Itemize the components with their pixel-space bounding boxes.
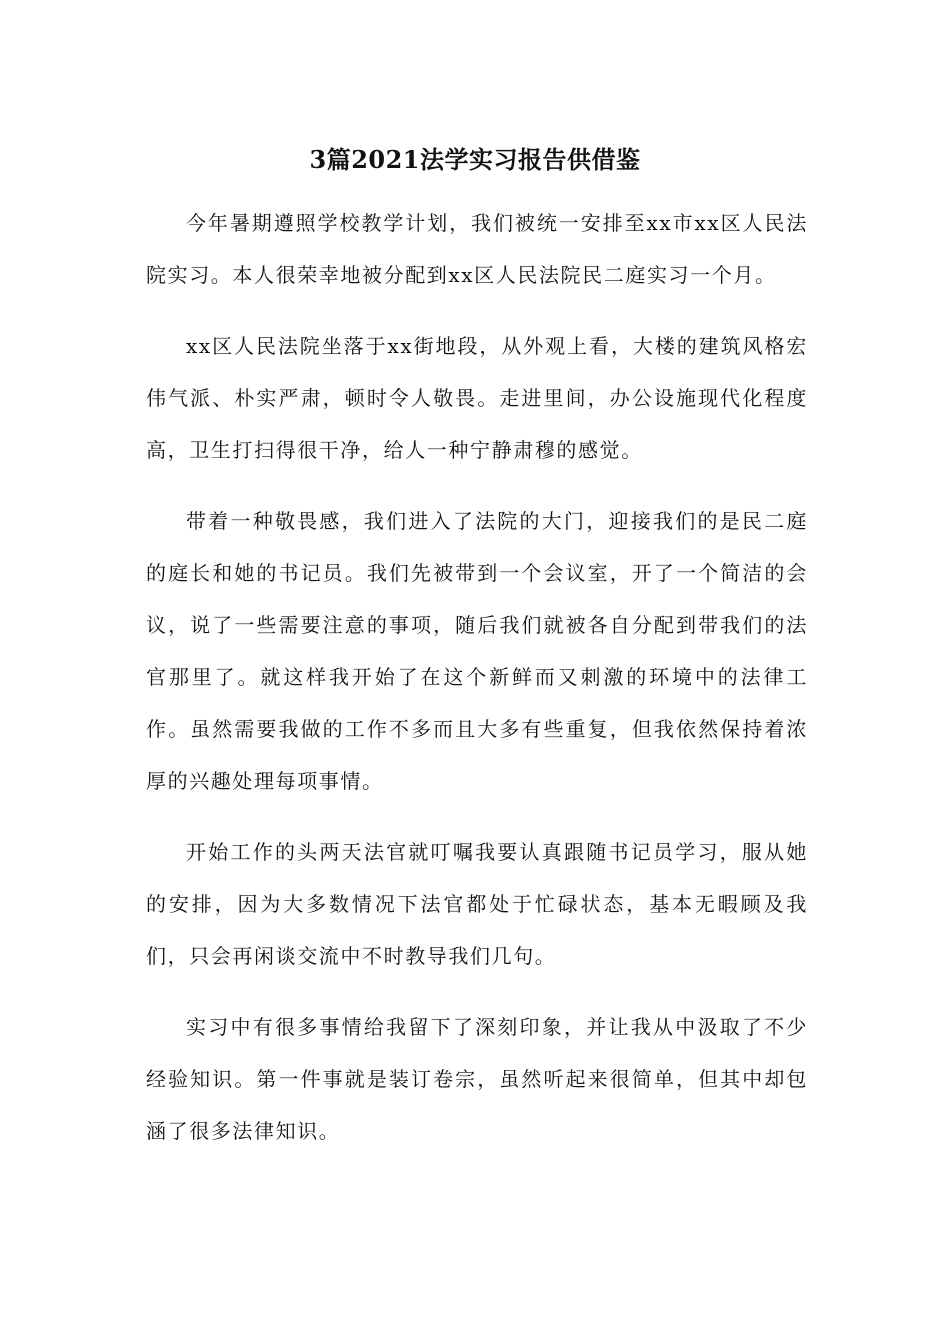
paragraph-2: xx区人民法院坐落于xx街地段，从外观上看，大楼的建筑风格宏伟气派、朴实严肃，顿时令人敬畏。走进里间，办公设施现代化程度高，卫生打扫得很干净，给人一种宁静肃穆的感觉。 xyxy=(146,334,808,462)
document-title: 3篇2021法学实习报告供借鉴 xyxy=(309,145,641,174)
paragraph-3: 带着一种敬畏感，我们进入了法院的大门，迎接我们的是民二庭的庭长和她的书记员。我们先被带到一个会议室，开了一个简洁的会议，说了一些需要注意的事项，随后我们就被各自分配到带我们的法官那里了。就这样我开始了在这个新鲜而又刺激的环境中的法律工作。虽然需要我做的工作不多而且大多有些重复，但我依然保持着浓厚的兴趣处理每项事情。 xyxy=(146,509,808,793)
document-body xyxy=(146,197,808,1176)
paragraph-4: 开始工作的头两天法官就叮嘱我要认真跟随书记员学习，服从她的安排，因为大多数情况下法官都处于忙碌状态，基本无暇顾及我们，只会再闲谈交流中不时教导我们几句。 xyxy=(146,840,808,968)
paragraph-1: 今年暑期遵照学校教学计划，我们被统一安排至xx市xx区人民法院实习。本人很荣幸地被分配到xx区人民法院民二庭实习一个月。 xyxy=(146,211,808,287)
paragraph-5: 实习中有很多事情给我留下了深刻印象，并让我从中汲取了不少经验知识。第一件事就是装订卷宗，虽然听起来很简单，但其中却包涵了很多法律知识。 xyxy=(146,1015,808,1143)
